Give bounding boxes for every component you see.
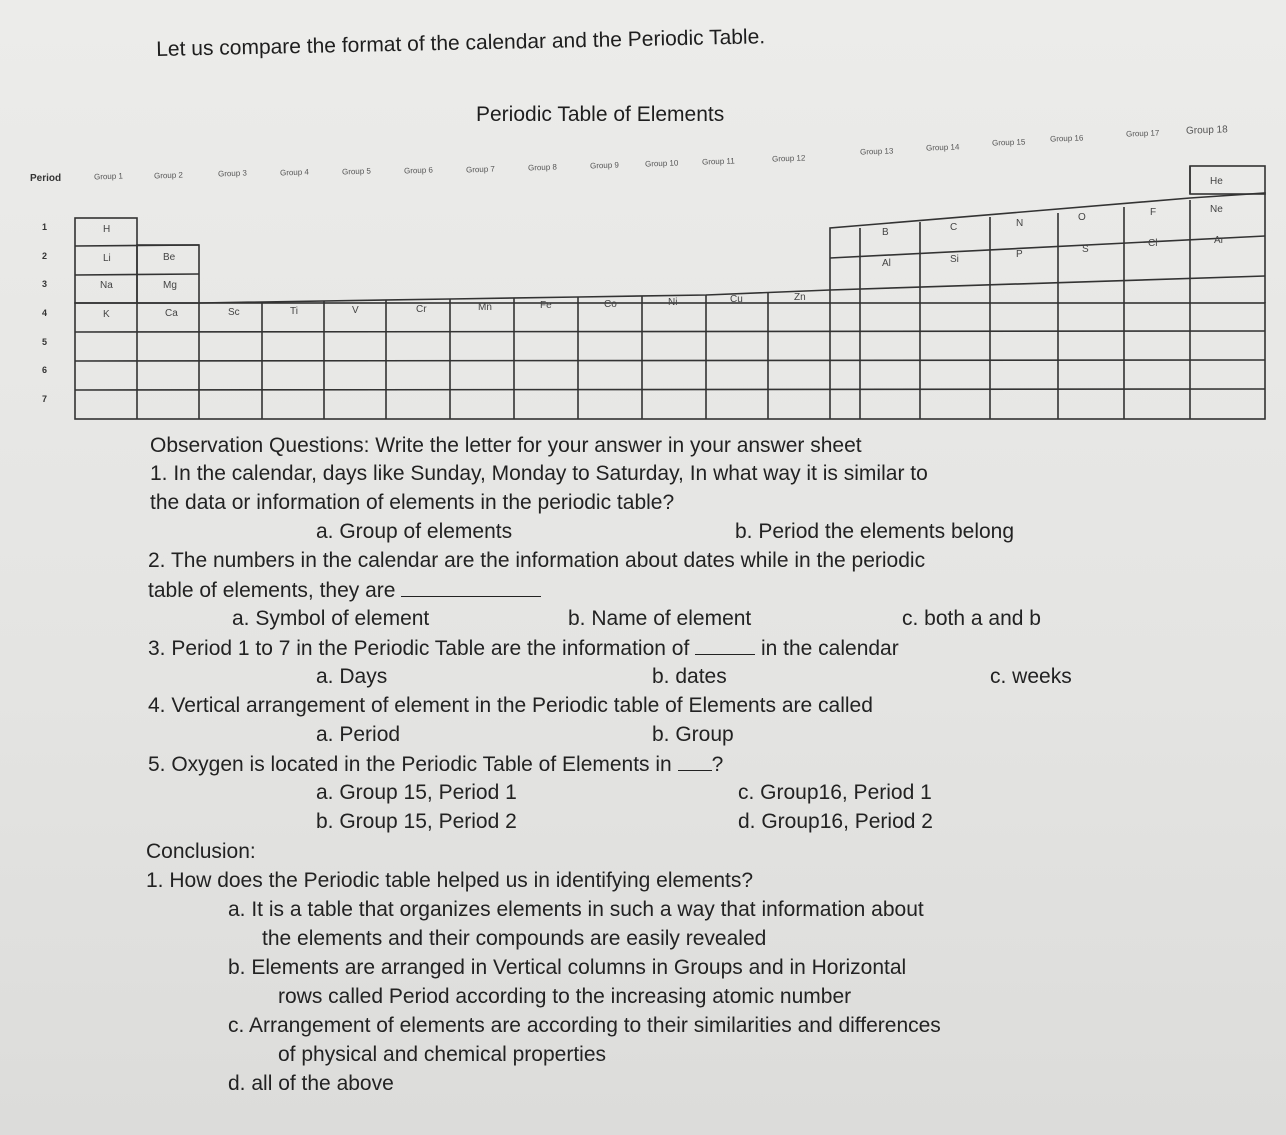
element-symbol: Al	[882, 258, 891, 269]
element-symbol: N	[1016, 218, 1024, 229]
question-4-text: 4. Vertical arrangement of element in the Periodic table of Elements are called	[148, 694, 873, 717]
element-symbol: Ar	[1214, 235, 1224, 246]
question-5-text-part: 5. Oxygen is located in the Periodic Table of Elements in	[148, 753, 672, 776]
element-symbol: P	[1016, 249, 1023, 260]
element-symbol: Be	[163, 252, 176, 263]
conclusion-option-b-cont: rows called Period according to the increasing atomic number	[278, 985, 852, 1008]
group-label: Group 10	[644, 158, 679, 169]
group-label: Group 16	[1049, 133, 1084, 144]
period-number: 3	[42, 279, 48, 289]
question-3-option-c: c. weeks	[990, 665, 1072, 688]
element-symbol: Cu	[730, 294, 743, 305]
group-label: Group 8	[527, 162, 558, 173]
conclusion-option-a-cont: the elements and their compounds are easily revealed	[262, 927, 767, 950]
period-number: 1	[42, 222, 48, 232]
element-symbol: Cr	[416, 304, 427, 315]
answer-blank	[678, 752, 712, 771]
conclusion-option-a: a. It is a table that organizes elements in such a way that information about	[228, 898, 924, 921]
element-symbol: Si	[950, 254, 959, 265]
question-1-option-a: a. Group of elements	[316, 520, 513, 543]
element-symbol: S	[1082, 244, 1089, 255]
element-symbol: F	[1150, 207, 1157, 218]
question-3-text-part: 3. Period 1 to 7 in the Periodic Table are the information of	[148, 637, 690, 660]
element-symbol: Ni	[668, 297, 678, 308]
periodic-table-title: Periodic Table of Elements	[476, 103, 725, 126]
element-symbol: Mg	[163, 280, 177, 291]
question-2-option-c: c. both a and b	[902, 607, 1041, 630]
periodic-table-grid	[0, 0, 1286, 430]
element-symbol: K	[103, 309, 110, 320]
question-4-option-b: b. Group	[652, 723, 734, 746]
element-symbol: Zn	[794, 292, 806, 303]
answer-blank	[401, 578, 541, 597]
observation-title: Observation Questions: Write the letter for your answer in your answer sheet	[150, 434, 862, 457]
worksheet-heading: Let us compare the format of the calendar and the Periodic Table.	[156, 25, 766, 61]
element-symbol: V	[352, 305, 359, 316]
question-5-option-a: a. Group 15, Period 1	[316, 781, 517, 804]
group-label: Group 5	[341, 166, 372, 177]
conclusion-option-b: b. Elements are arranged in Vertical columns in Groups and in Horizontal	[228, 956, 907, 979]
question-5-option-d: d. Group16, Period 2	[738, 810, 933, 833]
element-symbol: C	[950, 222, 958, 233]
period-number: 6	[42, 365, 48, 375]
element-symbol: He	[1210, 176, 1223, 187]
period-number: 4	[42, 308, 48, 318]
conclusion-option-d: d. all of the above	[228, 1072, 394, 1095]
question-2-option-a: a. Symbol of element	[232, 607, 430, 630]
element-symbol: Fe	[540, 300, 552, 311]
question-2-text: 2. The numbers in the calendar are the information about dates while in the periodic	[148, 549, 926, 572]
question-2-text-cont	[148, 578, 541, 603]
group-label: Group 15	[991, 137, 1026, 148]
conclusion-question: 1. How does the Periodic table helped us in identifying elements?	[146, 869, 754, 892]
group-label: Group 11	[701, 156, 735, 167]
period-number: 7	[42, 394, 48, 404]
element-symbol: Na	[100, 280, 113, 291]
conclusion-option-c: c. Arrangement of elements are according to their similarities and differences	[228, 1014, 941, 1037]
element-symbol: Ca	[165, 308, 178, 319]
group-label: Group 3	[217, 168, 248, 179]
question-3-text-end: in the calendar	[760, 637, 899, 660]
question-1-option-b: b. Period the elements belong	[735, 520, 1015, 543]
element-symbol: H	[103, 224, 111, 235]
element-symbol: Li	[103, 253, 111, 264]
question-1-text-cont: the data or information of elements in the periodic table?	[150, 491, 675, 514]
group-label: Group 9	[589, 160, 620, 171]
period-column-header: Period	[30, 173, 62, 184]
element-symbol: Cl	[1148, 238, 1158, 249]
question-5-text-end: ?	[711, 753, 724, 776]
element-symbol: Ne	[1210, 204, 1223, 215]
question-3-option-a: a. Days	[316, 665, 388, 688]
group-label: Group 1	[93, 171, 124, 182]
question-3-option-b: b. dates	[652, 665, 727, 688]
element-symbol: Ti	[290, 306, 298, 317]
group-label: Group 17	[1125, 128, 1160, 139]
element-symbol: O	[1078, 212, 1086, 223]
group-label: Group 6	[403, 165, 434, 176]
group-label: Group 2	[153, 170, 184, 181]
element-symbol: Co	[604, 299, 617, 310]
element-symbol: B	[882, 227, 889, 238]
group-label: Group 14	[925, 142, 960, 153]
answer-blank	[695, 636, 755, 655]
question-5-text	[148, 752, 723, 777]
question-1-text: 1. In the calendar, days like Sunday, Monday to Saturday, In what way it is similar to	[150, 462, 928, 485]
conclusion-title: Conclusion:	[146, 840, 256, 863]
group-label: Group 7	[465, 164, 496, 175]
element-symbol: Mn	[478, 302, 492, 313]
group-label: Group 12	[771, 153, 806, 164]
conclusion-option-c-cont: of physical and chemical properties	[278, 1043, 607, 1066]
group-label: Group 4	[279, 167, 310, 178]
question-2-text-part: table of elements, they are	[148, 579, 396, 602]
question-3-text	[148, 636, 899, 661]
period-number: 5	[42, 337, 48, 347]
question-5-option-b: b. Group 15, Period 2	[316, 810, 517, 833]
question-2-option-b: b. Name of element	[568, 607, 752, 630]
group-label: Group 18	[1185, 124, 1228, 137]
question-4-option-a: a. Period	[316, 723, 401, 746]
group-label: Group 13	[859, 146, 894, 157]
question-5-option-c: c. Group16, Period 1	[738, 781, 932, 804]
element-symbol: Sc	[228, 307, 240, 318]
period-number: 2	[42, 251, 48, 261]
